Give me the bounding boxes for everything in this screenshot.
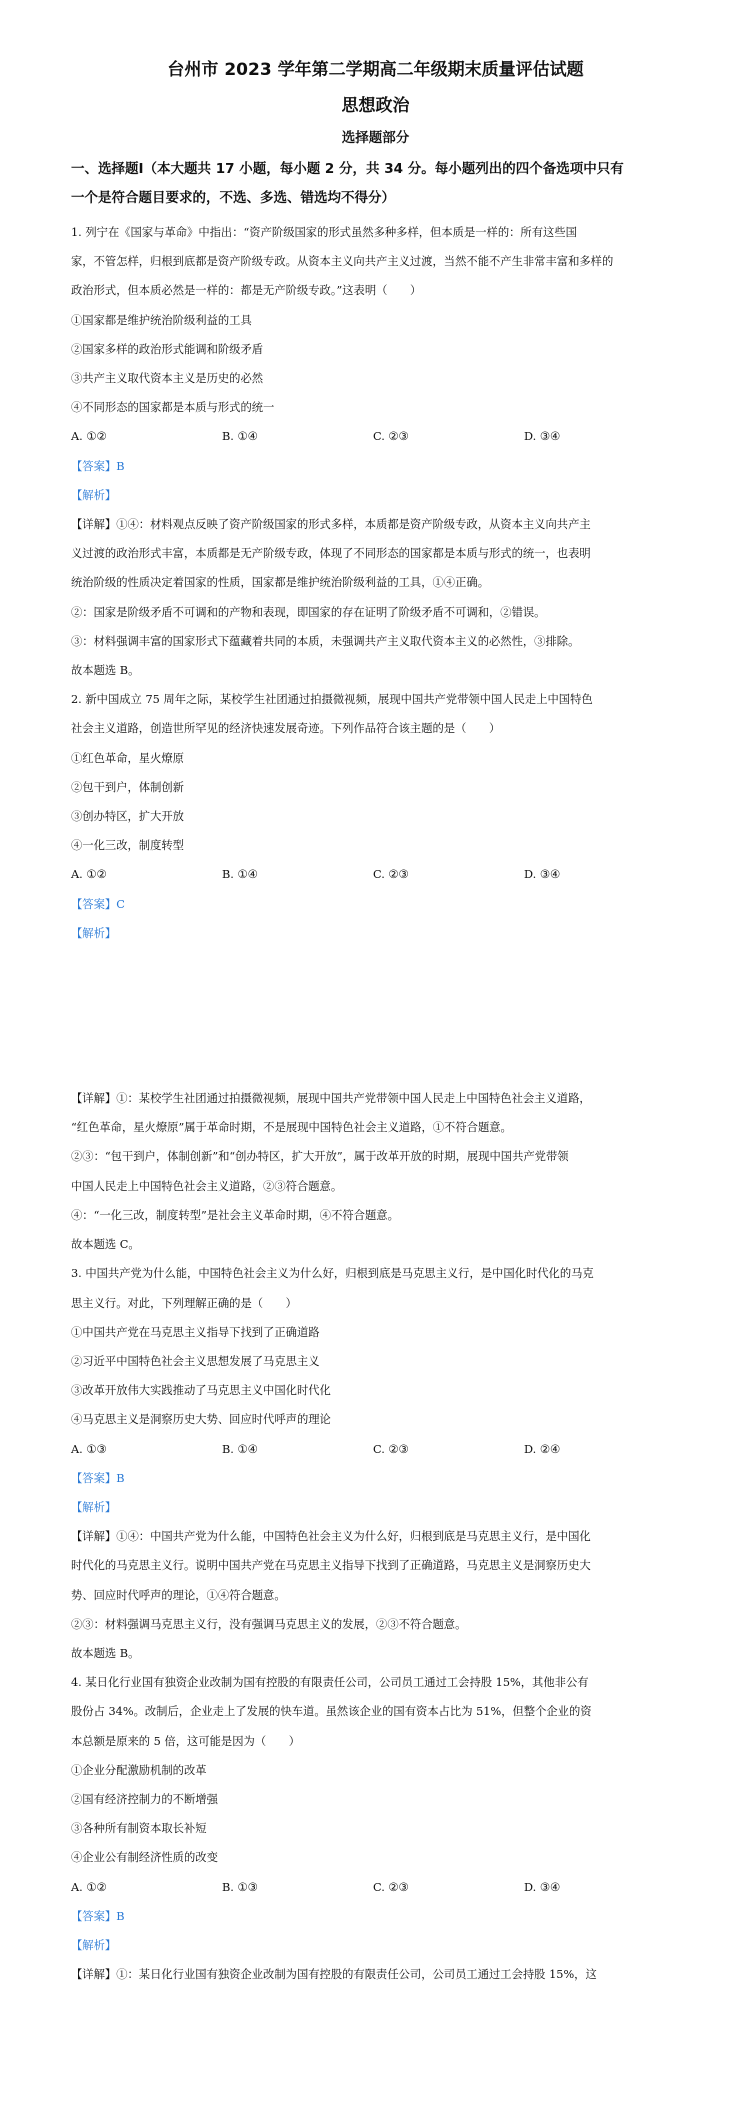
- question-item: ①红色革命，星火燎原: [71, 751, 184, 765]
- answer-options: [71, 1873, 680, 1902]
- detail-line: 【详解】①④：中国共产党为什么能，中国特色社会主义为什么好，归根到底是马克思主义行，是中国化: [71, 1530, 591, 1544]
- answer-label: 【答案】B: [71, 1909, 125, 1923]
- answer-label: 【答案】C: [71, 897, 125, 911]
- question-stem-line: 政治形式，但本质必然是一样的：都是无产阶级专政。”这表明（ ）: [71, 284, 422, 298]
- detail-line: 故本题选 B。: [71, 664, 140, 678]
- exam-title: 台州市 2023 学年第二学期高二年级期末质量评估试题: [167, 60, 584, 80]
- answer-options: [71, 422, 680, 451]
- question-2: [71, 685, 680, 1259]
- question-stem-line: 1. 列宁在《国家与革命》中指出：“资产阶级国家的形式虽然多种多样，但本质是一样的：所有这些国: [71, 226, 577, 239]
- question-stem-line: 3. 中国共产党为什么能，中国特色社会主义为什么好，归根到底是马克思主义行，是中国化时代化的马克: [71, 1267, 594, 1281]
- option-c: C. ②③: [373, 868, 409, 882]
- detail-line: 【详解】①：某日化行业国有独资企业改制为国有控股的有限责任公司，公司员工通过工会持股 15%，这: [71, 1968, 597, 1982]
- question-stem-line: 思主义行。对此，下列理解正确的是（ ）: [71, 1296, 297, 1310]
- section-heading-line: 一、选择题Ⅰ（本大题共 17 小题，每小题 2 分，共 34 分。每小题列出的四个备选项中只有: [71, 161, 624, 177]
- question-stem-line: 股份占 34%。改制后，企业走上了发展的快车道。虽然该企业的国有资本占比为 51%，但整个企业的资: [71, 1705, 592, 1719]
- detail-line: 统治阶级的性质决定着国家的性质，国家都是维护统治阶级利益的工具，①④正确。: [71, 576, 489, 590]
- question-item: ③改革开放伟大实践推动了马克思主义中国化时代化: [71, 1384, 331, 1398]
- question-stem-line: 社会主义道路，创造世所罕见的经济快速发展奇迹。下列作品符合该主题的是（ ）: [71, 722, 501, 736]
- answer-label: 【答案】B: [71, 1471, 125, 1485]
- question-stem-line: 家，不管怎样，归根到底都是资产阶级专政。从资本主义向共产主义过渡，当然不能不产生非常丰富和多样的: [71, 255, 614, 269]
- option-c: C. ②③: [373, 1442, 409, 1456]
- analysis-label: 【解析】: [71, 488, 117, 502]
- question-1: [71, 218, 680, 685]
- detail-line: “红色革命，星火燎原”属于革命时期，不是展现中国特色社会主义道路，①不符合题意。: [71, 1121, 512, 1135]
- detail-line: ②③：“包干到户，体制创新”和“创办特区，扩大开放”，属于改革开放的时期，展现中国共产党带领: [71, 1150, 569, 1164]
- option-b: B. ①④: [222, 868, 258, 882]
- question-4: [71, 1668, 680, 1989]
- question-item: ③共产主义取代资本主义是历史的必然: [71, 372, 264, 386]
- question-stem-line: 本总额是原来的 5 倍，这可能是因为（ ）: [71, 1734, 301, 1748]
- option-d: D. ③④: [524, 430, 561, 444]
- question-item: ④不同形态的国家都是本质与形式的统一: [71, 401, 275, 415]
- question-item: ④企业公有制经济性质的改变: [71, 1851, 218, 1865]
- detail-line: 势、回应时代呼声的理论，①④符合题意。: [71, 1588, 286, 1602]
- question-item: ④一化三改，制度转型: [71, 839, 184, 853]
- answer-options: [71, 860, 680, 889]
- detail-line: 中国人民走上中国特色社会主义道路，②③符合题意。: [71, 1179, 343, 1193]
- option-b: B. ①④: [222, 430, 258, 444]
- option-c: C. ②③: [373, 1880, 409, 1894]
- detail-line: ④：“一化三改，制度转型”是社会主义革命时期，④不符合题意。: [71, 1208, 399, 1222]
- question-item: ②国有经济控制力的不断增强: [71, 1792, 218, 1806]
- option-d: D. ②④: [524, 1442, 561, 1456]
- exam-part: 选择题部分: [341, 130, 410, 146]
- question-stem-line: 2. 新中国成立 75 周年之际，某校学生社团通过拍摄微视频，展现中国共产党带领中国人民走上中国特色: [71, 693, 593, 707]
- detail-line: ②：国家是阶级矛盾不可调和的产物和表现，即国家的存在证明了阶级矛盾不可调和，②错误。: [71, 605, 546, 619]
- blank-space: [71, 948, 680, 1084]
- section-heading: [71, 155, 680, 213]
- analysis-label: 【解析】: [71, 1500, 117, 1514]
- detail-line: ②③：材料强调马克思主义行，没有强调马克思主义的发展，②③不符合题意。: [71, 1617, 467, 1631]
- option-a: A. ①②: [71, 868, 107, 882]
- detail-line: 时代化的马克思主义行。说明中国共产党在马克思主义指导下找到了正确道路，马克思主义是洞察历史大: [71, 1559, 591, 1573]
- option-b: B. ①④: [222, 1442, 258, 1456]
- answer-options: [71, 1435, 680, 1464]
- question-item: ③各种所有制资本取长补短: [71, 1822, 207, 1836]
- question-item: ①中国共产党在马克思主义指导下找到了正确道路: [71, 1325, 320, 1339]
- question-item: ②习近平中国特色社会主义思想发展了马克思主义: [71, 1354, 320, 1368]
- option-a: A. ①③: [71, 1442, 107, 1456]
- question-stem-line: 4. 某日化行业国有独资企业改制为国有控股的有限责任公司，公司员工通过工会持股 15%，其他非公有: [71, 1676, 589, 1690]
- detail-line: 【详解】①④：材料观点反映了资产阶级国家的形式多样，本质都是资产阶级专政，从资本主义向共产主: [71, 518, 591, 532]
- question-item: ④马克思主义是洞察历史大势、回应时代呼声的理论: [71, 1413, 331, 1427]
- exam-subject: 思想政治: [341, 96, 410, 116]
- detail-line: 义过渡的政治形式丰富，本质都是无产阶级专政，体现了不同形态的国家都是本质与形式的统一，也表明: [71, 547, 591, 561]
- question-item: ②包干到户，体制创新: [71, 780, 184, 794]
- detail-line: 【详解】①：某校学生社团通过拍摄微视频，展现中国共产党带领中国人民走上中国特色社会主义道路，: [71, 1092, 591, 1106]
- answer-label: 【答案】B: [71, 459, 125, 473]
- question-3: [71, 1259, 680, 1668]
- option-d: D. ③④: [524, 1880, 561, 1894]
- option-c: C. ②③: [373, 430, 409, 444]
- detail-line: 故本题选 C。: [71, 1238, 140, 1252]
- option-b: B. ①③: [222, 1880, 258, 1894]
- option-a: A. ①②: [71, 430, 107, 444]
- analysis-label: 【解析】: [71, 1938, 117, 1952]
- section-heading-line: 一个是符合题目要求的，不选、多选、错选均不得分）: [71, 190, 395, 206]
- detail-line: ③：材料强调丰富的国家形式下蕴藏着共同的本质，未强调共产主义取代资本主义的必然性，③排除。: [71, 634, 580, 648]
- question-item: ②国家多样的政治形式能调和阶级矛盾: [71, 342, 264, 356]
- question-item: ①国家都是维护统治阶级利益的工具: [71, 313, 252, 327]
- question-item: ①企业分配激励机制的改革: [71, 1763, 207, 1777]
- detail-line: 故本题选 B。: [71, 1646, 140, 1660]
- analysis-label: 【解析】: [71, 926, 117, 940]
- question-item: ③创办特区，扩大开放: [71, 810, 184, 824]
- option-a: A. ①②: [71, 1880, 107, 1894]
- option-d: D. ③④: [524, 868, 561, 882]
